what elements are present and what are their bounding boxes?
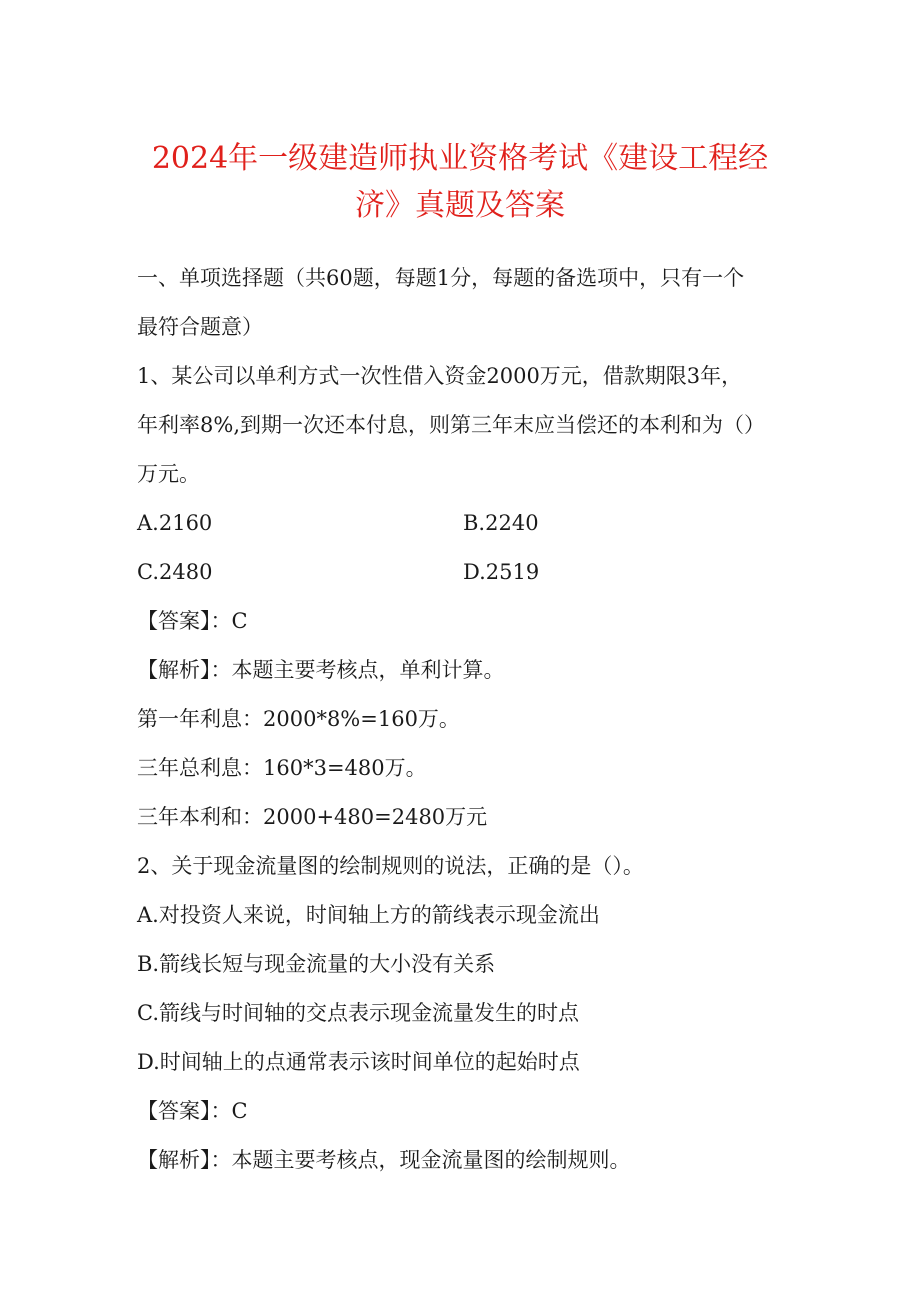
question-1-option-a: A.2160 [137,511,213,535]
document-title-line-1: 2024年一级建造师执业资格考试《建设工程经 [151,141,769,176]
question-2-answer: 【答案】：C [137,1099,248,1123]
question-1-stem-line-1: 1、某公司以单利方式一次性借入资金2000万元，借款期限3年， [137,364,743,388]
question-2-option-b: B.箭线长短与现金流量的大小没有关系 [137,952,496,976]
document-title-line-2: 济》真题及答案 [355,188,565,223]
question-1-explanation-line-2: 三年总利息：160*3=480万。 [137,756,427,780]
question-2-option-d: D.时间轴上的点通常表示该时间单位的起始时点 [137,1050,580,1074]
question-1-explanation-line-1: 第一年利息：2000*8%=160万。 [137,707,460,731]
question-1-explanation-line-3: 三年本利和：2000+480=2480万元 [137,805,488,829]
question-1-option-c: C.2480 [137,560,213,584]
question-1-answer: 【答案】：C [137,609,248,633]
section-heading-line-2: 最符合题意） [137,315,263,339]
question-1-option-d: D.2519 [463,560,540,584]
question-2-option-a: A.对投资人来说，时间轴上方的箭线表示现金流出 [137,903,600,927]
section-heading-line-1: 一、单项选择题（共60题，每题1分，每题的备选项中，只有一个 [137,266,745,290]
question-1-stem-line-2: 年利率8%,到期一次还本付息，则第三年末应当偿还的本利和为（） [137,413,765,437]
question-2-stem-line-1: 2、关于现金流量图的绘制规则的说法，正确的是（）。 [137,854,644,878]
question-1-stem-line-3: 万元。 [137,462,200,486]
question-2-option-c: C.箭线与时间轴的交点表示现金流量发生的时点 [137,1001,579,1025]
question-1-analysis: 【解析】：本题主要考核点，单利计算。 [137,658,505,682]
question-1-option-b: B.2240 [463,511,539,535]
question-2-analysis: 【解析】：本题主要考核点，现金流量图的绘制规则。 [137,1148,631,1172]
